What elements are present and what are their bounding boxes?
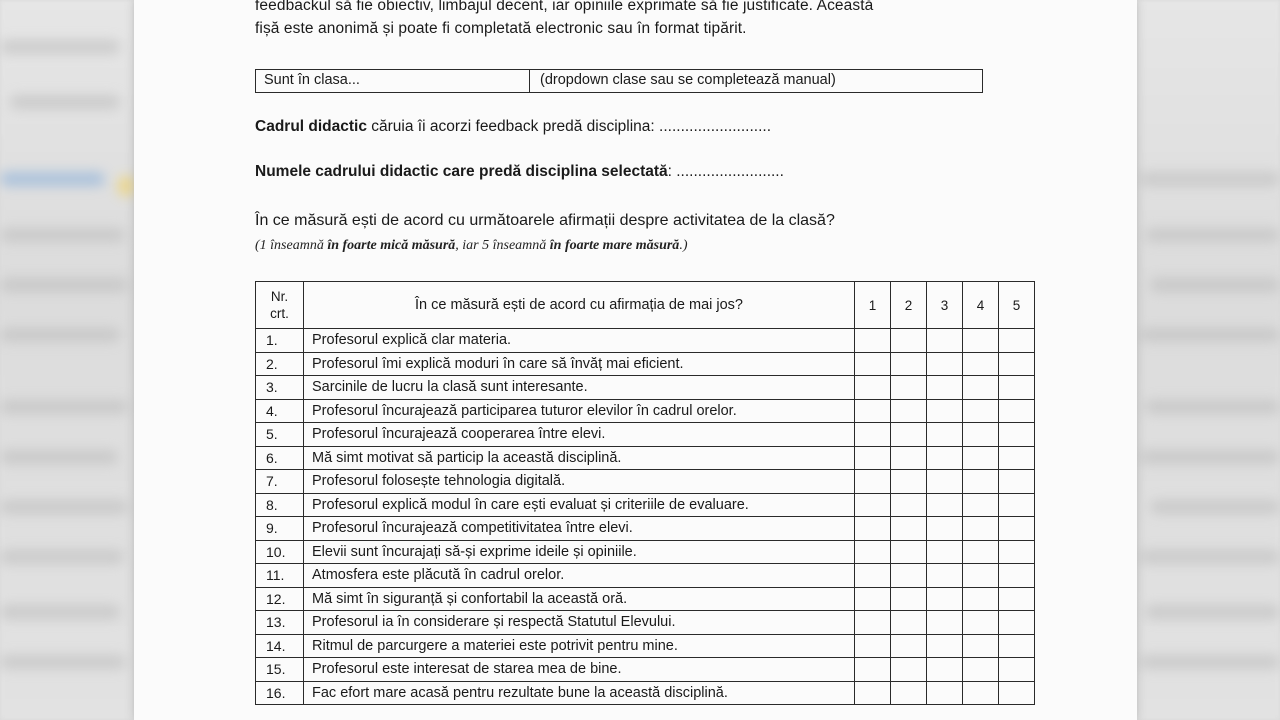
rating-cell-3[interactable] — [927, 470, 963, 494]
rating-cell-5[interactable] — [999, 611, 1035, 635]
table-row — [256, 634, 1035, 658]
rating-cell-1[interactable] — [855, 446, 891, 470]
rating-cell-4[interactable] — [963, 540, 999, 564]
rating-cell-5[interactable] — [999, 540, 1035, 564]
rating-cell-2[interactable] — [891, 399, 927, 423]
row-statement: Profesorul încurajează cooperarea între elevi. — [304, 423, 855, 447]
teacher-discipline-label-bold: Cadrul didactic — [255, 118, 367, 135]
rating-cell-1[interactable] — [855, 564, 891, 588]
document-page — [134, 0, 1137, 720]
row-statement: Profesorul ia în considerare și respectă Statutul Elevului. — [304, 611, 855, 635]
blurred-text — [0, 278, 128, 292]
row-statement: Atmosfera este plăcută în cadrul orelor. — [304, 564, 855, 588]
rating-cell-4[interactable] — [963, 517, 999, 541]
rating-cell-4[interactable] — [963, 470, 999, 494]
rating-cell-1[interactable] — [855, 329, 891, 353]
rating-cell-2[interactable] — [891, 540, 927, 564]
class-field-dropdown[interactable]: (dropdown clase sau se completează manual) — [540, 72, 836, 88]
rating-cell-1[interactable] — [855, 352, 891, 376]
row-statement: Sarcinile de lucru la clasă sunt interesante. — [304, 376, 855, 400]
rating-cell-3[interactable] — [927, 493, 963, 517]
row-number: 15. — [256, 658, 304, 682]
blurred-text — [0, 40, 120, 54]
rating-cell-2[interactable] — [891, 611, 927, 635]
scale-note-part: , iar 5 înseamnă — [455, 238, 550, 253]
rating-cell-5[interactable] — [999, 493, 1035, 517]
row-number: 16. — [256, 681, 304, 705]
rating-cell-2[interactable] — [891, 587, 927, 611]
rating-cell-3[interactable] — [927, 399, 963, 423]
header-score-3: 3 — [927, 282, 963, 329]
header-score-4: 4 — [963, 282, 999, 329]
row-statement: Profesorul explică clar materia. — [304, 329, 855, 353]
row-number: 4. — [256, 399, 304, 423]
intro-line-1: feedbackul să fie obiectiv, limbajul decent, iar opiniile exprimate să fie justificate. Această — [255, 0, 874, 14]
rating-cell-5[interactable] — [999, 352, 1035, 376]
rating-cell-2[interactable] — [891, 493, 927, 517]
rating-cell-4[interactable] — [963, 493, 999, 517]
scale-note-part: (1 înseamnă — [255, 238, 328, 253]
rating-cell-4[interactable] — [963, 634, 999, 658]
rating-cell-5[interactable] — [999, 517, 1035, 541]
rating-cell-3[interactable] — [927, 611, 963, 635]
row-number: 1. — [256, 329, 304, 353]
blurred-text — [1145, 605, 1280, 619]
table-row — [256, 493, 1035, 517]
class-field-label: Sunt în clasa... — [256, 70, 530, 92]
blurred-link — [0, 172, 105, 186]
rating-cell-1[interactable] — [855, 376, 891, 400]
table-header-row — [256, 282, 1035, 329]
teacher-discipline-field[interactable] — [255, 118, 771, 136]
rating-cell-5[interactable] — [999, 634, 1035, 658]
table-row — [256, 517, 1035, 541]
row-number: 14. — [256, 634, 304, 658]
blurred-text — [1140, 328, 1280, 342]
rating-cell-2[interactable] — [891, 634, 927, 658]
row-statement: Fac efort mare acasă pentru rezultate bune la această disciplină. — [304, 681, 855, 705]
rating-cell-5[interactable] — [999, 446, 1035, 470]
blurred-text — [0, 400, 128, 414]
teacher-name-label-rest: : ......................... — [667, 163, 784, 180]
blurred-text — [1140, 172, 1280, 186]
row-number: 12. — [256, 587, 304, 611]
table-row — [256, 658, 1035, 682]
rating-cell-1[interactable] — [855, 540, 891, 564]
rating-cell-4[interactable] — [963, 399, 999, 423]
row-statement: Ritmul de parcurgere a materiei este potrivit pentru mine. — [304, 634, 855, 658]
rating-cell-4[interactable] — [963, 611, 999, 635]
header-nr-line: crt. — [270, 306, 289, 321]
rating-cell-1[interactable] — [855, 493, 891, 517]
class-field-box[interactable] — [255, 69, 983, 93]
table-row — [256, 540, 1035, 564]
blurred-text — [0, 550, 124, 564]
blurred-text — [0, 228, 125, 242]
rating-cell-2[interactable] — [891, 470, 927, 494]
blurred-text — [1140, 550, 1280, 564]
rating-cell-2[interactable] — [891, 423, 927, 447]
rating-cell-1[interactable] — [855, 611, 891, 635]
blurred-text — [1140, 450, 1280, 464]
rating-cell-1[interactable] — [855, 587, 891, 611]
rating-cell-3[interactable] — [927, 587, 963, 611]
table-row — [256, 681, 1035, 705]
header-score-1: 1 — [855, 282, 891, 329]
row-number: 8. — [256, 493, 304, 517]
rating-cell-1[interactable] — [855, 658, 891, 682]
scale-note-bold: în foarte mare măsură — [549, 238, 680, 253]
rating-cell-1[interactable] — [855, 517, 891, 541]
rating-cell-5[interactable] — [999, 423, 1035, 447]
rating-cell-1[interactable] — [855, 399, 891, 423]
rating-cell-4[interactable] — [963, 446, 999, 470]
rating-cell-3[interactable] — [927, 540, 963, 564]
table-row — [256, 399, 1035, 423]
row-statement: Profesorul încurajează participarea tuturor elevilor în cadrul orelor. — [304, 399, 855, 423]
table-row — [256, 611, 1035, 635]
intro-paragraph — [255, 0, 1015, 40]
header-nr-line: Nr. — [270, 289, 289, 304]
row-number: 9. — [256, 517, 304, 541]
rating-cell-4[interactable] — [963, 423, 999, 447]
rating-cell-2[interactable] — [891, 329, 927, 353]
rating-cell-3[interactable] — [927, 376, 963, 400]
blurred-text — [1150, 500, 1280, 514]
rating-cell-2[interactable] — [891, 564, 927, 588]
rating-cell-2[interactable] — [891, 352, 927, 376]
rating-cell-5[interactable] — [999, 470, 1035, 494]
rating-cell-1[interactable] — [855, 681, 891, 705]
row-statement: Profesorul explică modul în care ești evaluat și criteriile de evaluare. — [304, 493, 855, 517]
blurred-highlight — [118, 176, 134, 196]
rating-cell-4[interactable] — [963, 376, 999, 400]
blurred-text — [1145, 400, 1280, 414]
row-statement: Profesorul este interesat de starea mea de bine. — [304, 658, 855, 682]
rating-cell-2[interactable] — [891, 658, 927, 682]
rating-cell-4[interactable] — [963, 329, 999, 353]
header-statement: În ce măsură ești de acord cu afirmația de mai jos? — [304, 282, 855, 329]
row-number: 11. — [256, 564, 304, 588]
table-row — [256, 352, 1035, 376]
rating-cell-3[interactable] — [927, 564, 963, 588]
rating-cell-5[interactable] — [999, 564, 1035, 588]
rating-cell-3[interactable] — [927, 517, 963, 541]
row-statement: Profesorul îmi explică moduri în care să învăț mai eficient. — [304, 352, 855, 376]
rating-cell-5[interactable] — [999, 329, 1035, 353]
header-score-5: 5 — [999, 282, 1035, 329]
rating-cell-4[interactable] — [963, 658, 999, 682]
rating-table — [255, 281, 1035, 705]
blurred-text — [1145, 228, 1280, 242]
table-row — [256, 564, 1035, 588]
rating-cell-1[interactable] — [855, 634, 891, 658]
table-row — [256, 423, 1035, 447]
rating-cell-3[interactable] — [927, 446, 963, 470]
rating-cell-3[interactable] — [927, 658, 963, 682]
rating-cell-4[interactable] — [963, 564, 999, 588]
header-score-2: 2 — [891, 282, 927, 329]
row-number: 7. — [256, 470, 304, 494]
table-row — [256, 587, 1035, 611]
table-row — [256, 376, 1035, 400]
rating-cell-4[interactable] — [963, 587, 999, 611]
rating-cell-2[interactable] — [891, 517, 927, 541]
rating-cell-5[interactable] — [999, 658, 1035, 682]
row-number: 3. — [256, 376, 304, 400]
rating-cell-5[interactable] — [999, 681, 1035, 705]
scale-note — [255, 238, 687, 254]
row-number: 10. — [256, 540, 304, 564]
blurred-text — [0, 500, 128, 514]
row-statement: Mă simt motivat să particip la această disciplină. — [304, 446, 855, 470]
rating-cell-1[interactable] — [855, 470, 891, 494]
rating-cell-2[interactable] — [891, 446, 927, 470]
rating-cell-3[interactable] — [927, 423, 963, 447]
row-number: 13. — [256, 611, 304, 635]
blurred-text — [0, 605, 120, 619]
rating-cell-2[interactable] — [891, 376, 927, 400]
scale-note-bold: în foarte mică măsură — [327, 238, 456, 253]
row-statement: Profesorul folosește tehnologia digitală. — [304, 470, 855, 494]
rating-cell-5[interactable] — [999, 376, 1035, 400]
table-row — [256, 329, 1035, 353]
rating-cell-4[interactable] — [963, 681, 999, 705]
row-number: 2. — [256, 352, 304, 376]
teacher-discipline-label-rest: căruia îi acorzi feedback predă disciplina: .......................... — [366, 118, 772, 135]
rating-cell-5[interactable] — [999, 587, 1035, 611]
header-nr — [256, 282, 304, 329]
rating-cell-3[interactable] — [927, 352, 963, 376]
blurred-text — [1150, 278, 1280, 292]
row-number: 6. — [256, 446, 304, 470]
rating-cell-3[interactable] — [927, 634, 963, 658]
blurred-text — [1140, 655, 1280, 669]
teacher-name-field[interactable] — [255, 163, 784, 181]
intro-line-2: fișă este anonimă și poate fi completată electronic sau în format tipărit. — [255, 20, 747, 37]
row-number: 5. — [256, 423, 304, 447]
rating-cell-3[interactable] — [927, 329, 963, 353]
teacher-name-label-bold: Numele cadrului didactic care predă disciplina selectată — [255, 163, 668, 180]
blurred-text — [0, 328, 120, 342]
table-row — [256, 446, 1035, 470]
rating-cell-5[interactable] — [999, 399, 1035, 423]
blurred-text — [0, 450, 118, 464]
rating-cell-1[interactable] — [855, 423, 891, 447]
rating-cell-2[interactable] — [891, 681, 927, 705]
row-statement: Profesorul încurajează competitivitatea între elevi. — [304, 517, 855, 541]
blurred-text — [10, 95, 120, 109]
row-statement: Elevii sunt încurajați să-și exprime ideile și opiniile. — [304, 540, 855, 564]
blurred-text — [0, 655, 126, 669]
table-row — [256, 470, 1035, 494]
scale-note-part: .) — [679, 238, 688, 253]
rating-cell-3[interactable] — [927, 681, 963, 705]
rating-cell-4[interactable] — [963, 352, 999, 376]
question-heading: În ce măsură ești de acord cu următoarele afirmații despre activitatea de la clasă? — [255, 212, 835, 229]
row-statement: Mă simt în siguranță și confortabil la această oră. — [304, 587, 855, 611]
